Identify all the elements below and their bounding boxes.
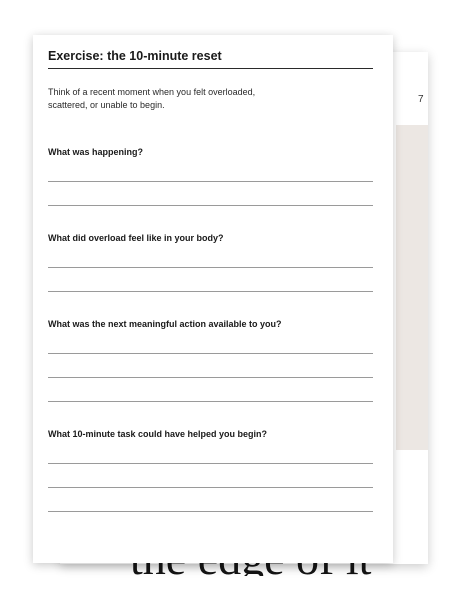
answer-line[interactable]	[48, 205, 373, 206]
question-3: What was the next meaningful action available to you?	[48, 319, 282, 329]
question-1: What was happening?	[48, 147, 144, 157]
question-4: What 10-minute task could have helped you begin?	[48, 429, 268, 439]
background-page-number: 7	[418, 94, 424, 105]
worksheet-intro	[48, 86, 308, 111]
answer-line[interactable]	[48, 463, 373, 464]
answer-line[interactable]	[48, 487, 373, 488]
answer-line[interactable]	[48, 511, 373, 512]
answer-line[interactable]	[48, 401, 373, 402]
question-2: What did overload feel like in your body?	[48, 233, 224, 243]
intro-line: scattered, or unable to begin.	[48, 99, 165, 110]
background-page-sidebar	[396, 125, 428, 450]
intro-line: Think of a recent moment when you felt overloaded,	[48, 87, 256, 97]
answer-line[interactable]	[48, 181, 373, 182]
answer-line[interactable]	[48, 377, 373, 378]
answer-line[interactable]	[48, 267, 373, 268]
answer-line[interactable]	[48, 353, 373, 354]
worksheet-title: Exercise: the 10-minute reset	[48, 49, 373, 69]
worksheet-page	[33, 35, 393, 563]
answer-line[interactable]	[48, 291, 373, 292]
